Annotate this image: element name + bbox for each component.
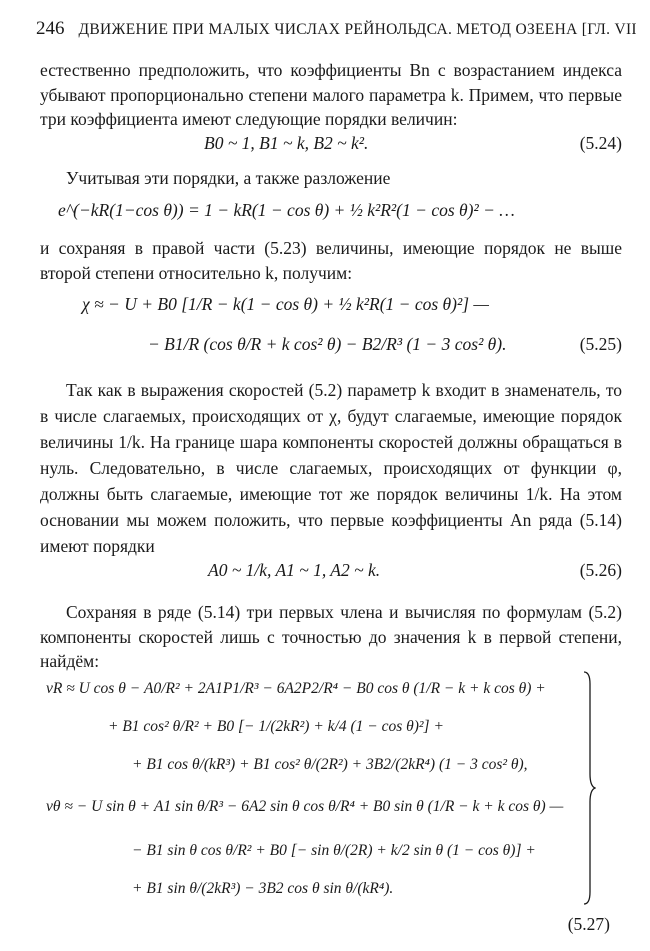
right-brace — [582, 670, 596, 906]
paragraph-4: Так как в выражения скоростей (5.2) параметр k входит в знаменатель, то в числе слагаемых, происходящих от χ, будут слагаемые, имеющие порядок величины 1/k. На границе шара компоненты скоростей должны обращаться в нуль. Следовательно, в числе слагаемых, происходящих от функции φ, должны быть слагаемые, имеющие тот же порядок величины 1/k. На этом основании мы можем положить, что первые коэффициенты An ряда (5.14) имеют порядки — [40, 380, 622, 556]
equation-expansion: e^(−kR(1−cos θ)) = 1 − kR(1 − cos θ) + ½ k²R²(1 − cos θ)² − … — [58, 200, 515, 220]
paragraph-5: Сохраняя в ряде (5.14) три первых члена и вычисляя по формулам (5.2) компоненты скоростей лишь с точностью до значения k в первой степени, найдём: — [40, 602, 622, 671]
equation-number-5-24: (5.24) — [579, 133, 622, 153]
equation-vr-line-3: + B1 cos θ/(kR³) + B1 cos² θ/(2R²) + 3B2/(2kR⁴) (1 − 3 cos² θ), — [132, 756, 528, 773]
equation-5-24 — [40, 133, 622, 154]
equation-vr-line-1: vR ≈ U cos θ − A0/R² + 2A1P1/R³ − 6A2P2/R⁴ − B0 cos θ (1/R − k + k cos θ) + — [46, 680, 546, 697]
equation-5-26 — [40, 560, 622, 581]
equation-5-26-body: A0 ~ 1/k, A1 ~ 1, A2 ~ k. — [208, 560, 381, 580]
equation-5-25-line-1: χ ≈ − U + B0 [1/R − k(1 − cos θ) + ½ k²R(1 − cos θ)²] — — [82, 294, 489, 314]
equation-5-24-body: B0 ~ 1, B1 ~ k, B2 ~ k². — [204, 133, 369, 153]
equation-number-5-25: (5.25) — [579, 334, 622, 354]
equation-vtheta-line-3: + B1 sin θ/(2kR³) − 3B2 cos θ sin θ/(kR⁴). — [132, 880, 394, 897]
running-header — [36, 18, 637, 40]
paragraph-3: и сохраняя в правой части (5.23) величины, имеющие порядок не выше второй степени относительно k, получим: — [40, 238, 622, 283]
equation-number-5-27: (5.27) — [567, 914, 610, 934]
paragraph-1: естественно предположить, что коэффициенты Bn с возрастанием индекса убывают пропорционально степени малого параметра k. Примем, что первые три коэффициента имеют следующие порядки величин: — [40, 60, 622, 129]
running-title: ДВИЖЕНИЕ ПРИ МАЛЫХ ЧИСЛАХ РЕЙНОЛЬДСА. МЕТОД ОЗЕЕНА [ГЛ. VII — [78, 21, 637, 38]
paragraph-2: Учитывая эти порядки, а также разложение — [66, 168, 391, 188]
equation-5-25-line-2 — [40, 334, 622, 355]
equation-vtheta-line-2: − B1 sin θ cos θ/R² + B0 [− sin θ/(2R) + k/2 sin θ (1 − cos θ)] + — [132, 842, 536, 859]
equation-5-25-line-2-body: − B1/R (cos θ/R + k cos² θ) − B2/R³ (1 − 3 cos² θ). — [148, 334, 507, 354]
equation-vr-line-2: + B1 cos² θ/R² + B0 [− 1/(2kR²) + k/4 (1 − cos θ)²] + — [108, 718, 444, 735]
equation-vtheta-line-1: vθ ≈ − U sin θ + A1 sin θ/R³ − 6A2 sin θ cos θ/R⁴ + B0 sin θ (1/R − k + k cos θ) — — [46, 798, 564, 815]
equation-number-5-26: (5.26) — [579, 560, 622, 580]
page-number: 246 — [36, 18, 65, 39]
